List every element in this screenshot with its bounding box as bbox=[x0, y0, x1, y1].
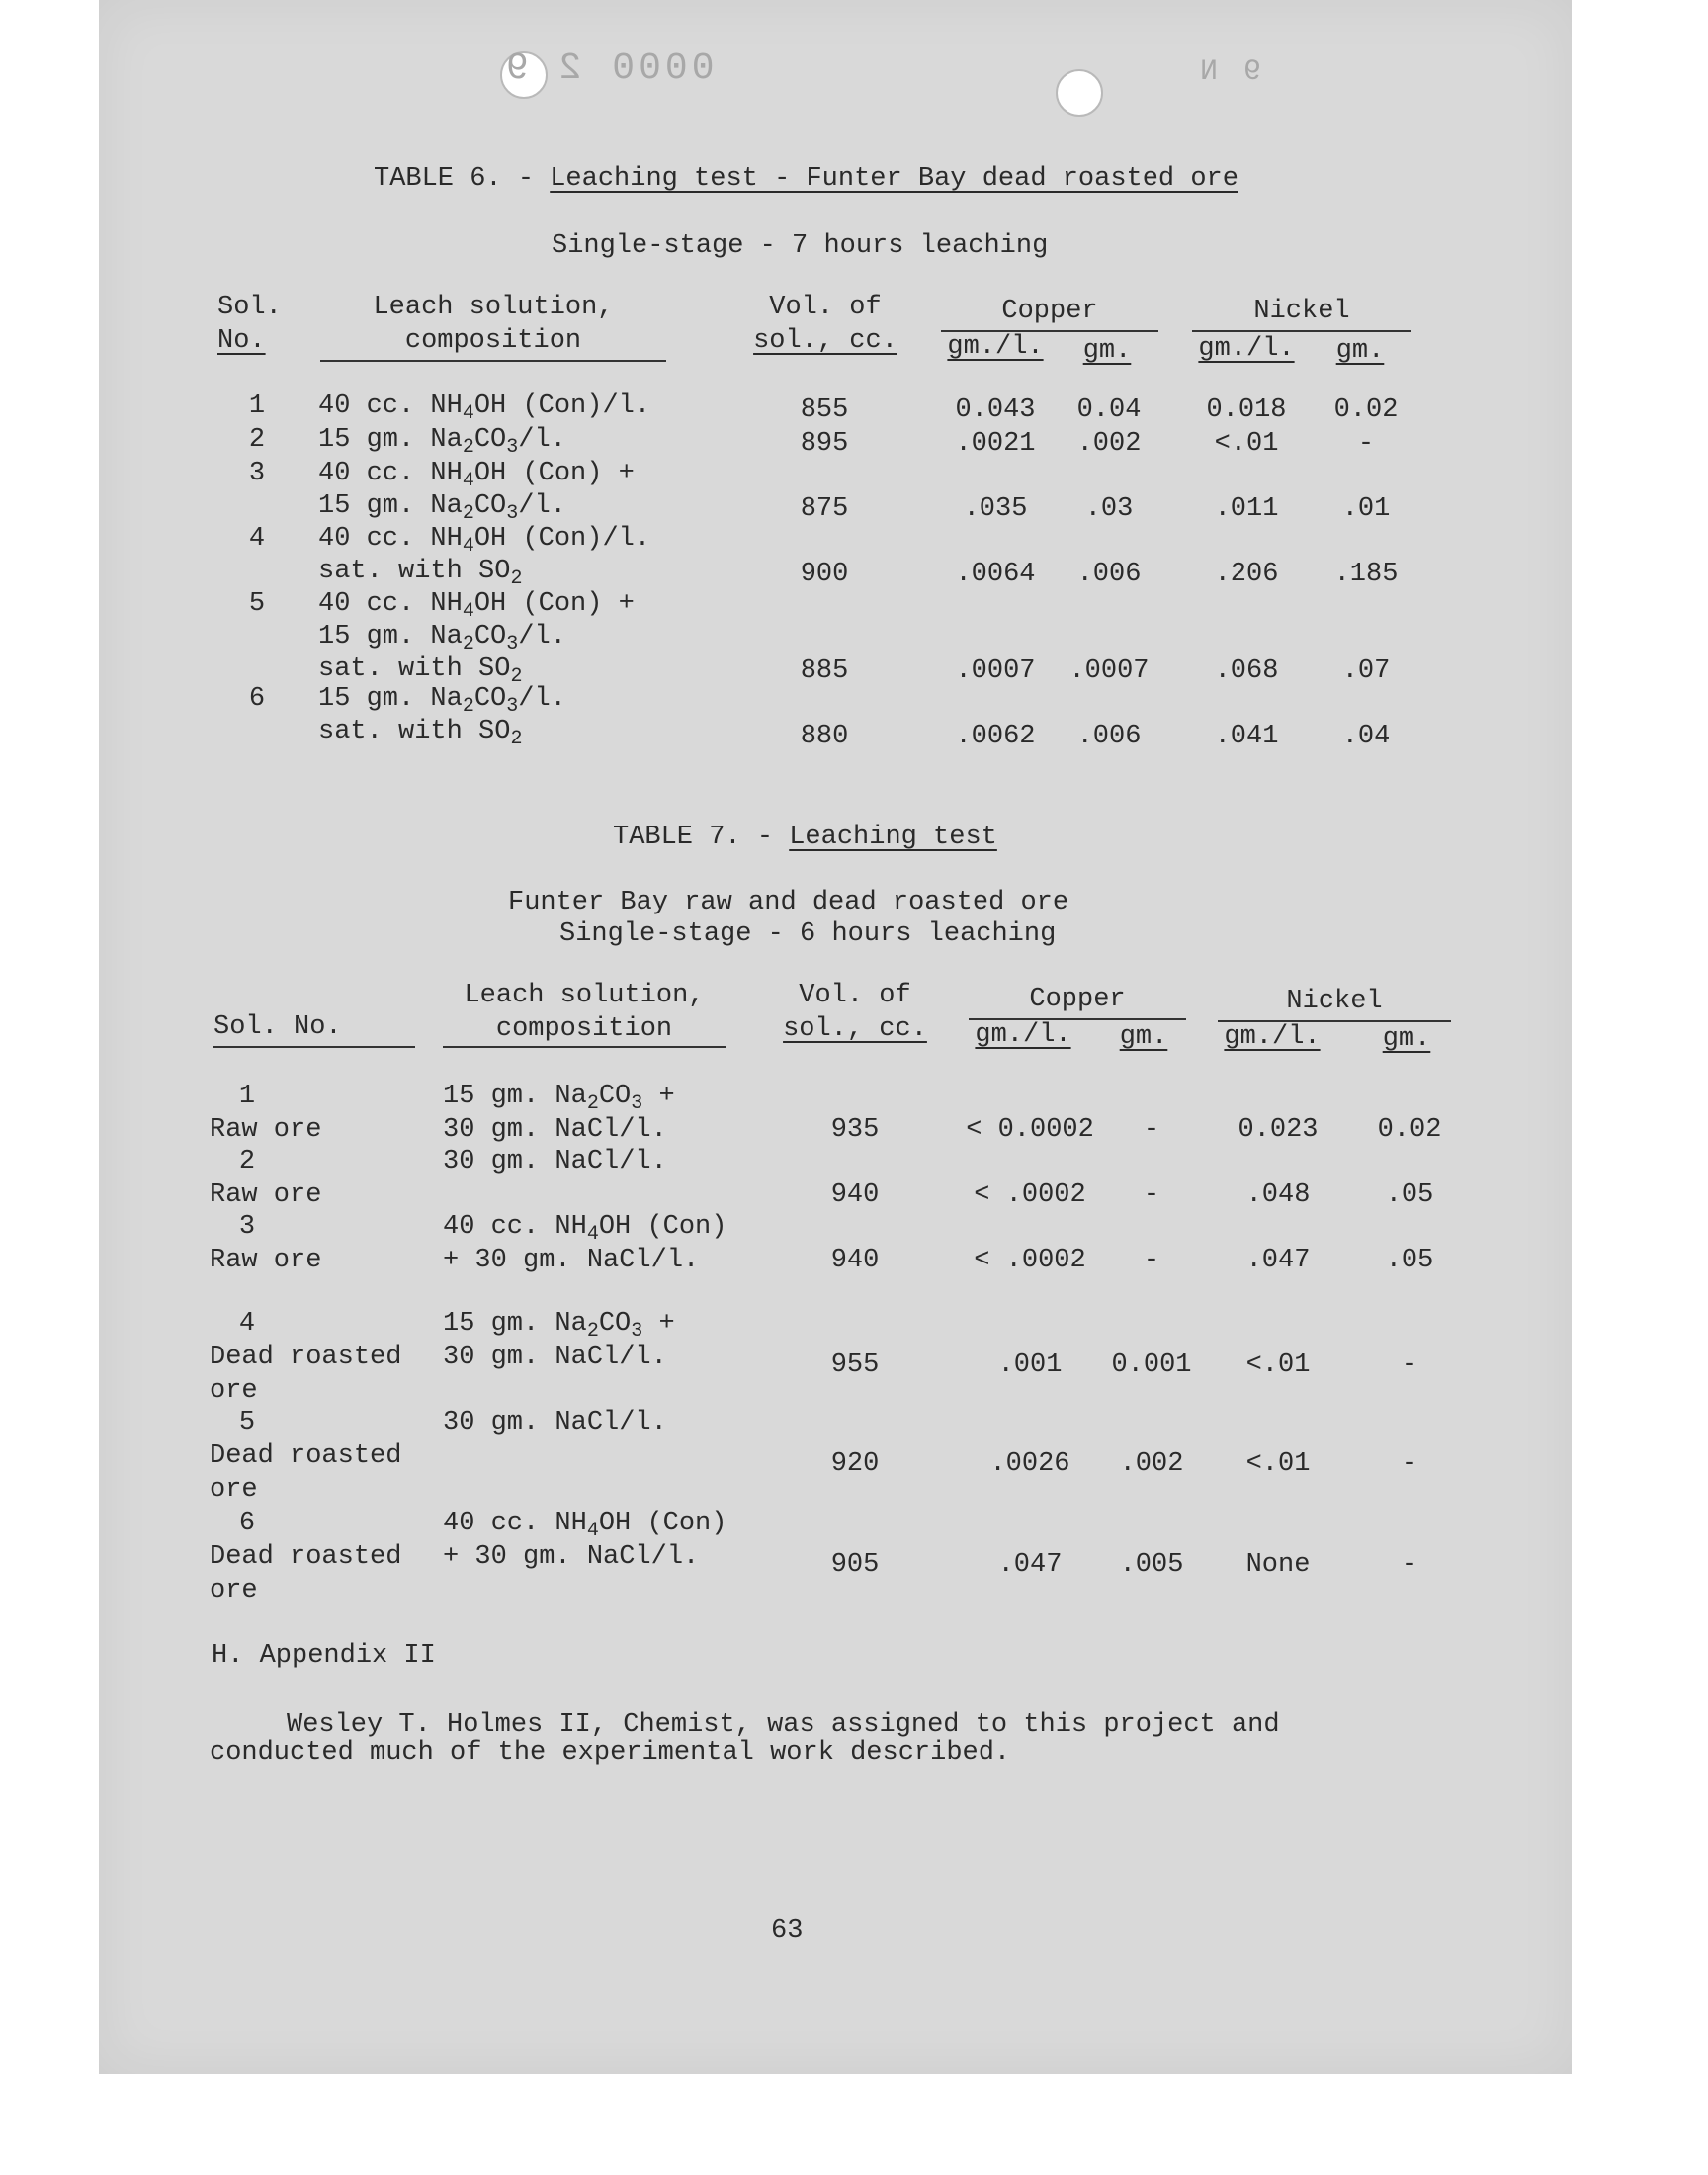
copper-gml-cell: < .0002 bbox=[974, 1246, 1086, 1275]
nickel-gml-cell: .047 bbox=[1245, 1246, 1311, 1275]
leach-composition-line: 40 cc. $NH_4OH$ (Con) + bbox=[318, 589, 635, 623]
nickel-gm-cell: - bbox=[1401, 1550, 1418, 1580]
copper-gml-cell: .0026 bbox=[989, 1449, 1070, 1479]
table7-header-leach: Leach solution, bbox=[464, 981, 705, 1010]
copper-gm-cell: .006 bbox=[1076, 560, 1142, 589]
nickel-gm-cell: 0.02 bbox=[1333, 395, 1399, 425]
leach-composition-line: 40 cc. $NH_4OH$ (Con)/l. bbox=[318, 524, 651, 558]
copper-gml-cell: .001 bbox=[997, 1350, 1063, 1380]
table6-header-sol: Sol. bbox=[217, 293, 282, 322]
table7-header-composition: composition bbox=[495, 1014, 673, 1044]
table6-header-nickel: Nickel bbox=[1253, 297, 1350, 326]
leach-composition-line: 40 cc. $NH_4OH$ (Con) + bbox=[318, 459, 635, 492]
volume-cell: 880 bbox=[800, 722, 849, 751]
table6-header-no: No. bbox=[217, 326, 266, 356]
volume-cell: 955 bbox=[830, 1350, 880, 1380]
table6-header-ni-gm: gm. bbox=[1335, 336, 1385, 366]
page-stamp-faint: 9 N bbox=[1196, 55, 1262, 89]
appendix-heading: H. Appendix II bbox=[212, 1641, 436, 1671]
copper-gml-cell: .047 bbox=[997, 1550, 1063, 1580]
leach-composition-line: 40 cc. $NH_4OH$ (Con) bbox=[443, 1212, 727, 1246]
nickel-gm-cell: .07 bbox=[1341, 656, 1391, 686]
table7-header-sol-cc: sol., cc. bbox=[783, 1014, 927, 1044]
nickel-gml-cell: 0.023 bbox=[1238, 1115, 1319, 1145]
volume-cell: 905 bbox=[830, 1550, 880, 1580]
row-number: 4 bbox=[248, 524, 266, 554]
table7-sol-rule bbox=[214, 1046, 415, 1048]
volume-cell: 855 bbox=[800, 395, 849, 425]
leach-composition-line: 15 gm. $Na_2CO_3$ + bbox=[443, 1082, 675, 1115]
table7-header-cu-gm: gm. bbox=[1119, 1022, 1168, 1052]
table6-header-rule bbox=[320, 360, 666, 362]
table7-title-prefix: TABLE 7. - bbox=[613, 823, 790, 852]
copper-gml-cell: < .0002 bbox=[974, 1180, 1086, 1210]
nickel-gml-cell: .206 bbox=[1214, 560, 1279, 589]
table6-header-vol: Vol. of bbox=[769, 293, 882, 322]
table7-subtitle-2: Single-stage - 6 hours leaching bbox=[559, 919, 1057, 949]
leach-composition-line: 40 cc. $NH_4OH$ (Con)/l. bbox=[318, 392, 651, 425]
copper-gm-cell: - bbox=[1143, 1115, 1160, 1145]
appendix-text-line-1: Wesley T. Holmes II, Chemist, was assigned to this project and bbox=[287, 1710, 1280, 1740]
nickel-gml-cell: .048 bbox=[1245, 1180, 1311, 1210]
table6-title bbox=[374, 164, 1238, 194]
table6-header-ni-gml: gm./l. bbox=[1198, 334, 1295, 364]
row-number: 1 bbox=[238, 1082, 256, 1111]
leach-composition-line: 30 gm. NaCl/l. bbox=[443, 1408, 667, 1437]
nickel-gml-cell: .068 bbox=[1214, 656, 1279, 686]
leach-composition-line: + 30 gm. NaCl/l. bbox=[443, 1246, 700, 1275]
row-number: 3 bbox=[238, 1212, 256, 1242]
table6-header-cu-gml: gm./l. bbox=[947, 332, 1044, 362]
copper-gml-cell: < 0.0002 bbox=[966, 1115, 1094, 1145]
volume-cell: 885 bbox=[800, 656, 849, 686]
nickel-gml-cell: <.01 bbox=[1245, 1350, 1311, 1380]
copper-gm-cell: 0.001 bbox=[1111, 1350, 1192, 1380]
leach-composition-line: 15 gm. $Na_2CO_3/l$. bbox=[318, 684, 566, 718]
appendix-text-line-2: conducted much of the experimental work described. bbox=[210, 1738, 1011, 1768]
table6-header-copper: Copper bbox=[1001, 297, 1098, 326]
nickel-gm-cell: - bbox=[1401, 1449, 1418, 1479]
leach-composition-line: sat. with $SO_2$ bbox=[318, 654, 523, 688]
volume-cell: 875 bbox=[800, 494, 849, 524]
leach-composition-line: + 30 gm. NaCl/l. bbox=[443, 1542, 700, 1572]
table6-title-prefix: TABLE 6. - bbox=[374, 164, 551, 194]
copper-gm-cell: .002 bbox=[1076, 429, 1142, 459]
nickel-gm-cell: .04 bbox=[1341, 722, 1391, 751]
nickel-gml-cell: 0.018 bbox=[1206, 395, 1287, 425]
ore-type-line: Raw ore bbox=[210, 1180, 322, 1210]
row-number: 5 bbox=[248, 589, 266, 619]
document-page bbox=[99, 0, 1572, 2074]
copper-gm-cell: - bbox=[1143, 1180, 1160, 1210]
nickel-gml-cell: .011 bbox=[1214, 494, 1279, 524]
row-number: 2 bbox=[248, 425, 266, 455]
table6-subtitle: Single-stage - 7 hours leaching bbox=[552, 231, 1049, 261]
nickel-gml-cell: None bbox=[1245, 1550, 1311, 1580]
punch-hole bbox=[1056, 69, 1103, 117]
copper-gml-cell: .0021 bbox=[955, 429, 1036, 459]
table7-header-vol: Vol. of bbox=[799, 981, 911, 1010]
ore-type-line: Dead roasted bbox=[210, 1343, 402, 1372]
nickel-gm-cell: - bbox=[1357, 429, 1375, 459]
table6-header-cu-gm: gm. bbox=[1082, 336, 1132, 366]
leach-composition-line: 15 gm. $Na_2CO_3/l$. bbox=[318, 491, 566, 525]
leach-composition-line: 30 gm. NaCl/l. bbox=[443, 1343, 667, 1372]
nickel-gml-cell: <.01 bbox=[1214, 429, 1279, 459]
leach-composition-line: 15 gm. $Na_2CO_3$ + bbox=[443, 1309, 675, 1343]
row-number: 6 bbox=[238, 1509, 256, 1538]
table6-nickel-rule bbox=[1192, 330, 1411, 332]
row-number: 1 bbox=[248, 392, 266, 421]
table6-title-main: Leaching test - Funter Bay dead roasted ore bbox=[550, 164, 1238, 194]
table6-header-composition: composition bbox=[404, 326, 582, 356]
volume-cell: 940 bbox=[830, 1246, 880, 1275]
nickel-gm-cell: - bbox=[1401, 1350, 1418, 1380]
nickel-gml-cell: <.01 bbox=[1245, 1449, 1311, 1479]
row-number: 3 bbox=[248, 459, 266, 488]
volume-cell: 935 bbox=[830, 1115, 880, 1145]
leach-composition-line: 30 gm. NaCl/l. bbox=[443, 1115, 667, 1145]
leach-composition-line: 15 gm. $Na_2CO_3/l$. bbox=[318, 622, 566, 655]
nickel-gm-cell: .05 bbox=[1385, 1246, 1434, 1275]
ore-type-line: Dead roasted bbox=[210, 1441, 402, 1471]
page-stamp: 0000 2 9 bbox=[502, 47, 715, 90]
nickel-gm-cell: .01 bbox=[1341, 494, 1391, 524]
leach-composition-line: 40 cc. $NH_4OH$ (Con) bbox=[443, 1509, 727, 1542]
copper-gm-cell: .002 bbox=[1119, 1449, 1184, 1479]
volume-cell: 920 bbox=[830, 1449, 880, 1479]
ore-type-line: Raw ore bbox=[210, 1246, 322, 1275]
ore-type-line: ore bbox=[210, 1576, 258, 1606]
page-number: 63 bbox=[771, 1916, 804, 1946]
leach-composition-line: sat. with $SO_2$ bbox=[318, 717, 523, 750]
copper-gml-cell: .035 bbox=[963, 494, 1028, 524]
volume-cell: 900 bbox=[800, 560, 849, 589]
table7-header-sol-no: Sol. No. bbox=[214, 1012, 342, 1042]
copper-gml-cell: .0007 bbox=[955, 656, 1036, 686]
copper-gm-cell: - bbox=[1143, 1246, 1160, 1275]
nickel-gm-cell: 0.02 bbox=[1377, 1115, 1442, 1145]
nickel-gm-cell: .185 bbox=[1333, 560, 1399, 589]
table7-header-copper: Copper bbox=[1029, 985, 1126, 1014]
ore-type-line: Raw ore bbox=[210, 1115, 322, 1145]
copper-gm-cell: .005 bbox=[1119, 1550, 1184, 1580]
copper-gm-cell: .03 bbox=[1084, 494, 1134, 524]
row-number: 4 bbox=[238, 1309, 256, 1339]
table7-header-ni-gml: gm./l. bbox=[1224, 1022, 1321, 1052]
table6-header-sol-cc: sol., cc. bbox=[753, 326, 897, 356]
volume-cell: 895 bbox=[800, 429, 849, 459]
copper-gml-cell: 0.043 bbox=[955, 395, 1036, 425]
leach-composition-line: 15 gm. $Na_2CO_3/l$. bbox=[318, 425, 566, 459]
copper-gml-cell: .0062 bbox=[955, 722, 1036, 751]
ore-type-line: ore bbox=[210, 1376, 258, 1406]
table7-subtitle-1: Funter Bay raw and dead roasted ore bbox=[508, 888, 1069, 917]
row-number: 6 bbox=[248, 684, 266, 714]
table7-header-nickel: Nickel bbox=[1286, 987, 1383, 1016]
table7-header-cu-gml: gm./l. bbox=[975, 1020, 1071, 1050]
ore-type-line: ore bbox=[210, 1475, 258, 1505]
table7-header-ni-gm: gm. bbox=[1382, 1024, 1431, 1054]
ore-type-line: Dead roasted bbox=[210, 1542, 402, 1572]
volume-cell: 940 bbox=[830, 1180, 880, 1210]
row-number: 5 bbox=[238, 1408, 256, 1437]
leach-composition-line: sat. with $SO_2$ bbox=[318, 557, 523, 590]
copper-gm-cell: .0007 bbox=[1068, 656, 1150, 686]
table7-title bbox=[613, 823, 997, 852]
leach-composition-line: 30 gm. NaCl/l. bbox=[443, 1147, 667, 1176]
row-number: 2 bbox=[238, 1147, 256, 1176]
copper-gml-cell: .0064 bbox=[955, 560, 1036, 589]
table7-title-main: Leaching test bbox=[789, 823, 997, 852]
nickel-gml-cell: .041 bbox=[1214, 722, 1279, 751]
copper-gm-cell: 0.04 bbox=[1076, 395, 1142, 425]
copper-gm-cell: .006 bbox=[1076, 722, 1142, 751]
table6-header-leach: Leach solution, bbox=[373, 293, 614, 322]
table7-leach-rule bbox=[443, 1046, 726, 1048]
nickel-gm-cell: .05 bbox=[1385, 1180, 1434, 1210]
